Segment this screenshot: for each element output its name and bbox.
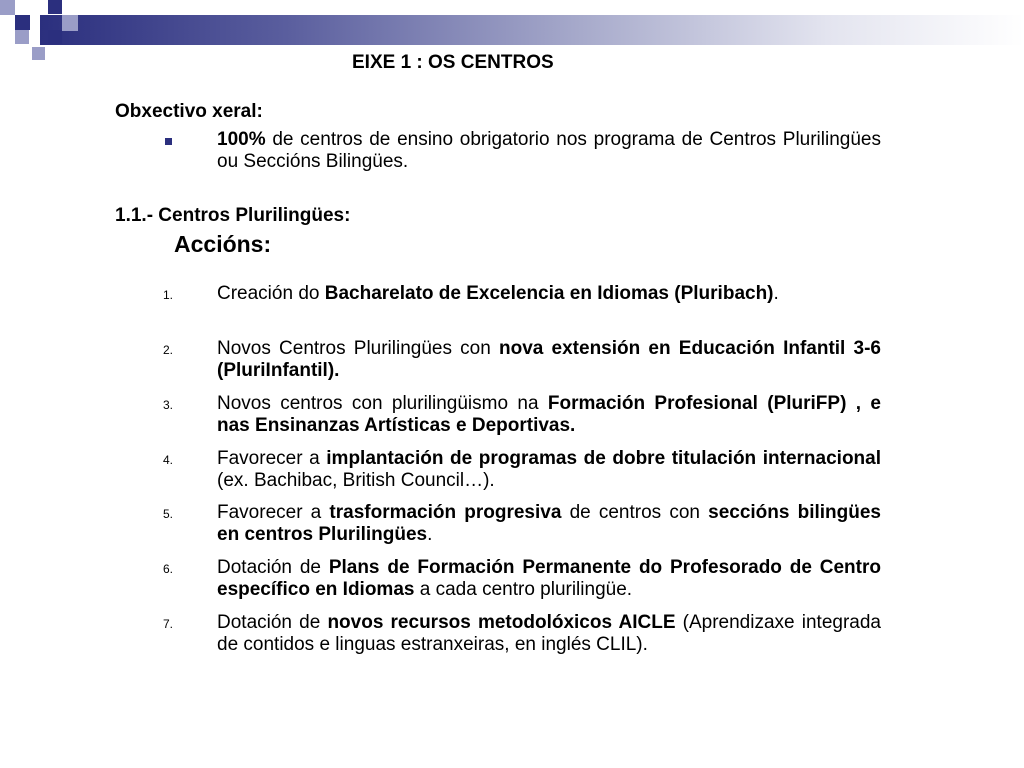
action-text: Creación do [217,283,325,304]
bullet-square-icon [165,138,172,145]
action-item [217,338,881,382]
action-item [217,393,881,437]
action-text: Novos centros con plurilingüismo na [217,393,548,414]
deco-square [48,0,62,14]
objective-bold: 100% [217,129,266,150]
deco-square [0,0,15,15]
section-heading: 1.1.- Centros Plurilingües: [115,205,351,226]
action-text-bold: Formación Profesional (PluriFP) , e nas Ensinanzas Artísticas e Deportivas. [217,393,881,436]
action-text-bold: implantación de programas de dobre titulación internacional [326,448,882,469]
action-item [217,557,881,601]
action-item [217,612,881,656]
action-text-bold: Bacharelato de Excelencia en Idiomas (Pluribach) [324,283,774,304]
action-item [217,283,881,305]
action-text-bold: trasformación progresiva [329,502,562,523]
action-text: de centros con [561,502,709,523]
action-number: 1. [163,288,174,302]
action-text: Novos Centros Plurilingües con [217,338,500,359]
action-text-bold: seccións bilingües en centros Plurilingües [217,502,881,545]
action-text-bold: nova extensión en Educación Infantil 3-6 (PluriInfantil). [217,338,881,381]
slide-title: EIXE 1 : OS CENTROS [352,52,554,73]
action-number: 3. [163,398,174,412]
action-text: (Aprendizaxe integrada de contidos e linguas estranxeiras, en inglés CLIL). [217,612,881,655]
action-text-bold: Plans de Formación Permanente do Profesorado de Centro específico en Idiomas [217,557,881,600]
action-text: . [773,283,779,304]
objective-text [217,129,881,173]
action-number: 4. [163,453,174,467]
action-text: Favorecer a [217,502,330,523]
objective-rest: de centros de ensino obrigatorio nos programa de Centros Plurilingües ou Seccións Bilingües. [217,129,881,172]
deco-square [15,15,30,30]
action-text-bold: novos recursos metodolóxicos AICLE [327,612,676,633]
action-number: 2. [163,343,174,357]
action-number: 5. [163,507,174,521]
deco-square [32,47,45,60]
action-text: . [427,524,433,545]
action-number: 7. [163,617,174,631]
action-text: Dotación de [217,612,328,633]
action-number: 6. [163,562,174,576]
deco-square [48,30,62,44]
action-item [217,448,881,492]
action-text: Favorecer a [217,448,327,469]
actions-heading: Accións: [174,231,272,257]
action-text: Dotación de [217,557,329,578]
action-text: (ex. Bachibac, British Council…). [217,470,495,491]
objective-heading: Obxectivo xeral: [115,101,263,122]
deco-square [15,30,29,44]
action-item [217,502,881,546]
action-text: a cada centro plurilingüe. [414,579,633,600]
header-gradient-bar [40,15,1024,45]
deco-square [62,15,78,31]
